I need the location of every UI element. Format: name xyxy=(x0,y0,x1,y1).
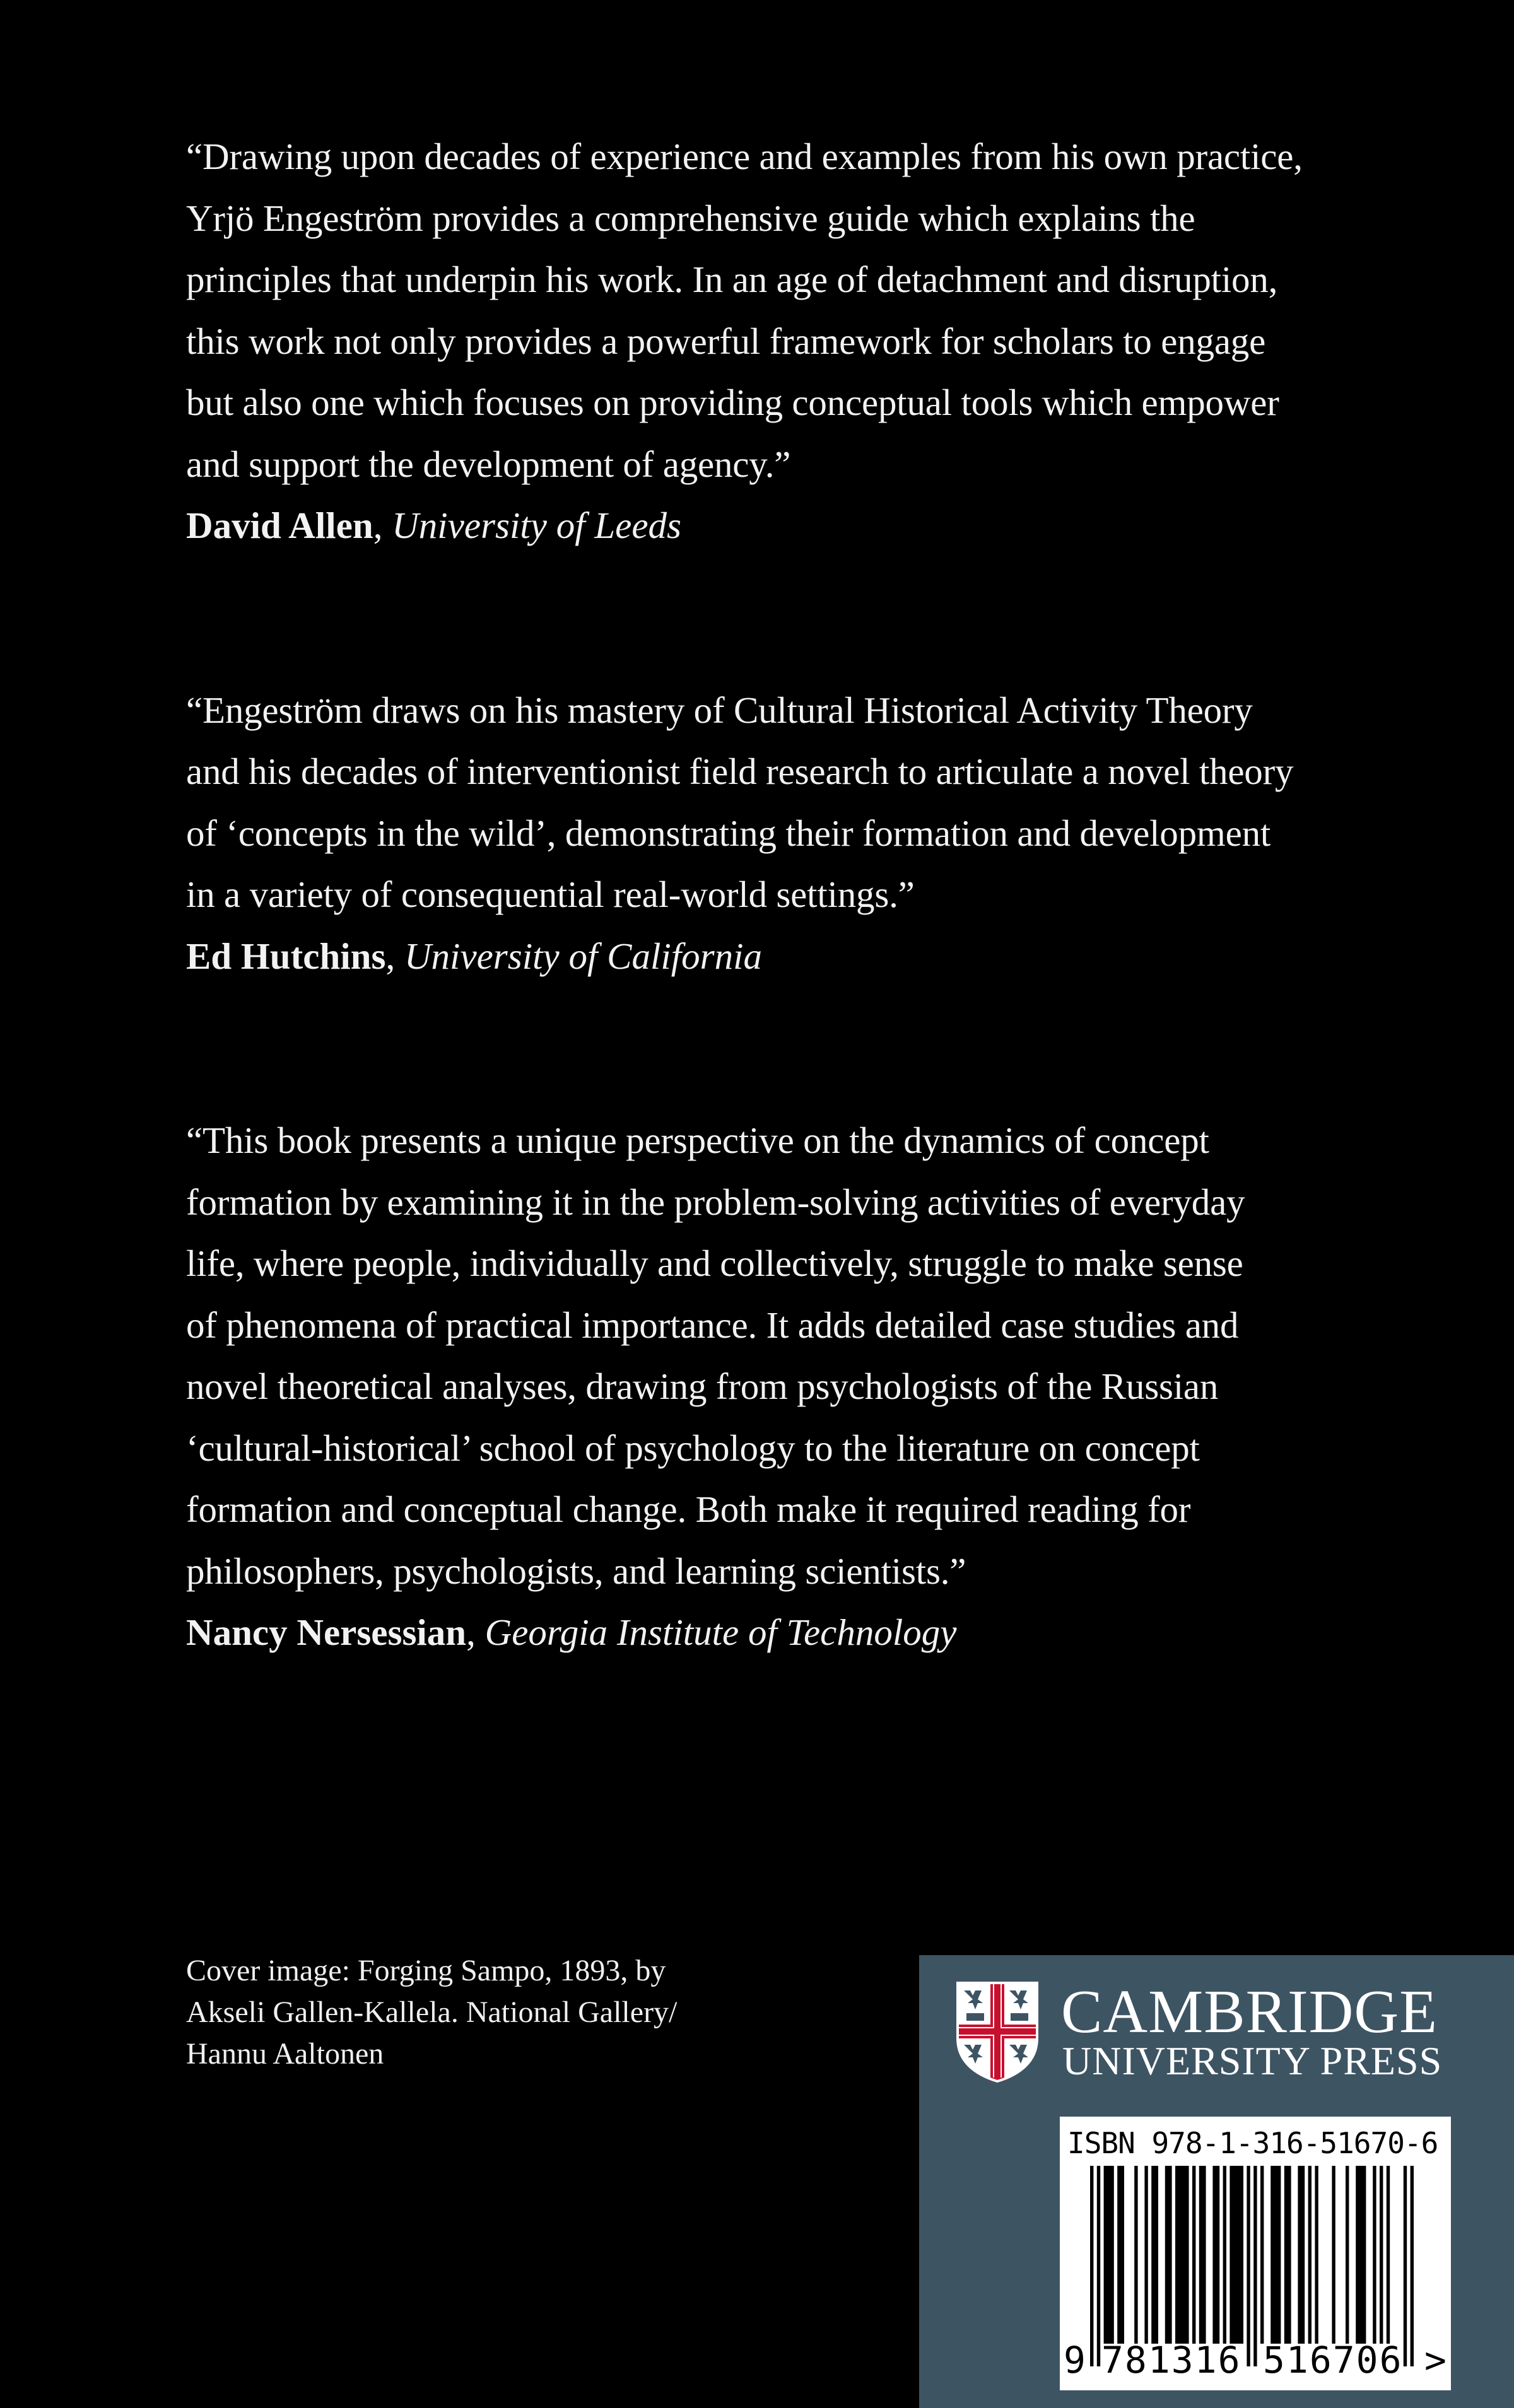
barcode-bar xyxy=(1229,2166,1243,2344)
barcode-bar xyxy=(1212,2166,1219,2344)
endorsement-2 xyxy=(186,680,1397,988)
barcode-bar xyxy=(1308,2166,1312,2344)
endorser-institution: University of California xyxy=(404,935,762,977)
endorser-name: Ed Hutchins xyxy=(186,935,386,977)
barcode-bar xyxy=(1151,2166,1158,2344)
cambridge-crest-icon xyxy=(955,1980,1040,2083)
barcode-bar xyxy=(1104,2166,1114,2344)
endorsement-1 xyxy=(186,126,1397,557)
endorsement-3 xyxy=(186,1110,1397,1664)
barcode-bar xyxy=(1284,2166,1291,2344)
barcode-guard-bar xyxy=(1411,2166,1414,2366)
barcode-quiet-zone-mark: > xyxy=(1424,2339,1447,2382)
isbn-barcode xyxy=(1060,2117,1451,2390)
endorsement-quote: “Engeström draws on his mastery of Cultural Historical Activity Theory and his decades of interventionist field research to articulate a novel theory of ‘concepts in the wild’, demonstrating their formation and development in a variety of consequential real-world settings.” xyxy=(186,689,1294,915)
barcode-bar xyxy=(1298,2166,1305,2344)
barcode-bar xyxy=(1134,2166,1137,2344)
publisher-panel xyxy=(919,1955,1514,2408)
endorsement-quote: “This book presents a unique perspective on the dynamics of concept formation by examining it in the problem-solving activities of everyday life, where people, individually and collectively, struggle to make sense of phenomena of practical importance. It adds detailed case studies and novel theoretical analyses, drawing from psychologists of the Russian ‘cultural-historical’ school of psychology to the literature on concept formation and conceptual change. Both make it required reading for philosophers, psychologists, and learning scientists.” xyxy=(186,1119,1245,1592)
barcode-bar xyxy=(1270,2166,1281,2344)
publisher-name: CAMBRIDGE xyxy=(1061,1978,1438,2046)
barcode-bar xyxy=(1373,2166,1376,2344)
barcode-bar xyxy=(1332,2166,1335,2344)
barcode-digits-right: 516706 xyxy=(1263,2339,1403,2382)
barcode-guard-bar xyxy=(1090,2166,1093,2366)
cover-image-credit: Cover image: Forging Sampo, 1893, by Akseli Gallen-Kallela. National Gallery/ Hannu Aaltonen xyxy=(186,1954,678,2071)
endorser-institution: Georgia Institute of Technology xyxy=(484,1611,957,1653)
barcode-bar xyxy=(1260,2166,1264,2344)
barcode-digits-left: 781316 xyxy=(1101,2339,1241,2382)
barcode-guard-bar xyxy=(1253,2166,1257,2366)
endorser-name: Nancy Nersessian xyxy=(186,1611,467,1653)
barcode-guard-bar xyxy=(1247,2166,1250,2366)
barcode-bar xyxy=(1144,2166,1147,2344)
endorsements xyxy=(186,126,1397,1787)
barcode-bar xyxy=(1192,2166,1195,2344)
barcode-bar xyxy=(1380,2166,1383,2344)
barcode-digit-lead: 9 xyxy=(1064,2339,1086,2382)
barcode-bar xyxy=(1346,2166,1349,2344)
endorsement-quote: “Drawing upon decades of experience and examples from his own practice, Yrjö Engeström provides a comprehensive guide which explains the principles that underpin his work. In an age of detachment and disruption, this work not only provides a powerful framework for scholars to engage but also one which focuses on providing conceptual tools which empower and support the development of agency.” xyxy=(186,136,1303,485)
endorser-institution: University of Leeds xyxy=(392,505,682,546)
barcode-guard-bar xyxy=(1097,2166,1100,2366)
endorsement-attribution: Nancy Nersessian, Georgia Institute of Technology xyxy=(186,1611,957,1653)
publisher-subtitle: UNIVERSITY PRESS xyxy=(1062,2038,1443,2083)
barcode-digits xyxy=(1060,2339,1451,2389)
endorsement-attribution: David Allen, University of Leeds xyxy=(186,505,682,546)
barcode-bar xyxy=(1315,2166,1318,2344)
barcode-bar xyxy=(1223,2166,1226,2344)
barcode-bar xyxy=(1175,2166,1189,2344)
endorsement-attribution: Ed Hutchins, University of California xyxy=(186,935,762,977)
barcode-bar xyxy=(1117,2166,1124,2344)
barcode-bar xyxy=(1199,2166,1206,2344)
barcode-bar xyxy=(1165,2166,1172,2344)
barcode-bar xyxy=(1356,2166,1366,2344)
barcode-bar xyxy=(1387,2166,1390,2344)
endorser-name: David Allen xyxy=(186,505,373,546)
isbn-label: ISBN 978-1-316-51670-6 xyxy=(1067,2126,1438,2160)
barcode-guard-bar xyxy=(1404,2166,1407,2366)
